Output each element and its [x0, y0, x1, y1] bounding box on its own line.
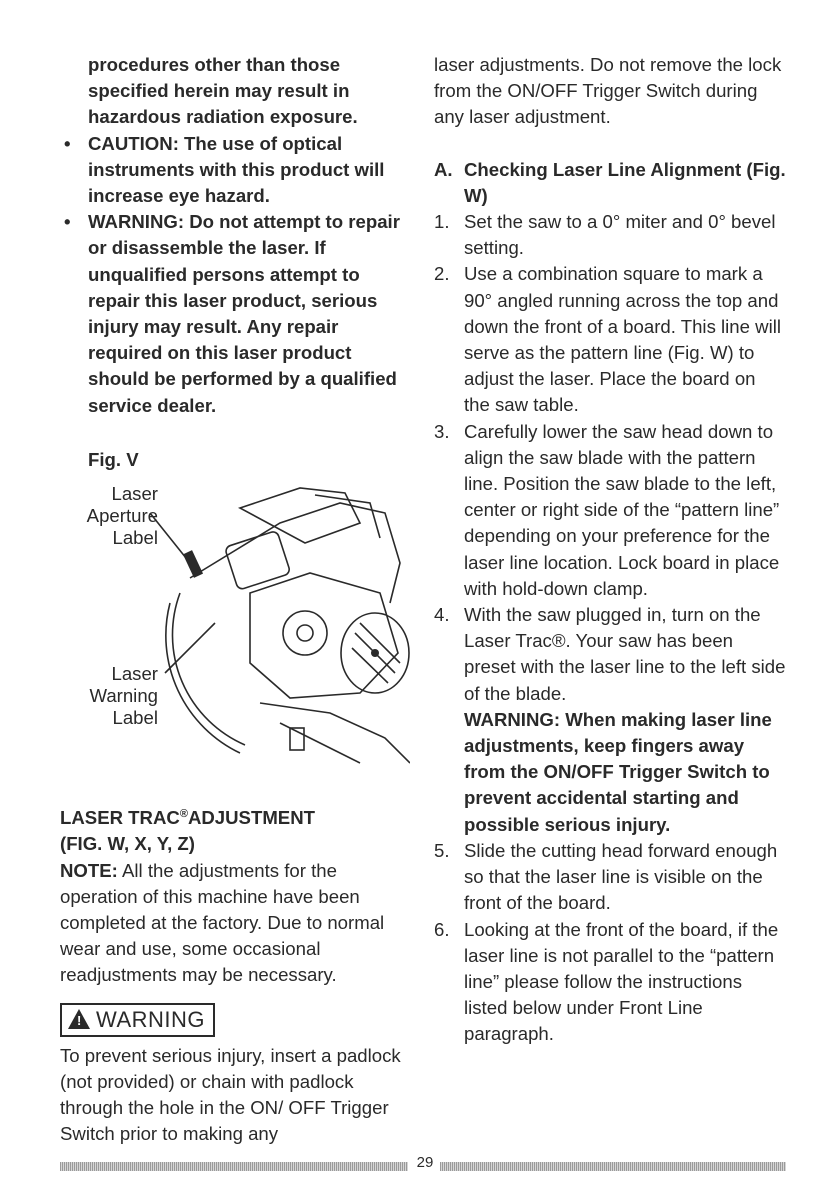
- list-item: 4. With the saw plugged in, turn on the Laser Trac®. Your saw has been preset with the laser line to the left side of the blade. WARNING: When making laser line adjustments, keep fingers away from the ON/OFF Trigger Switch to prevent accidental starting and possible serious injury.: [434, 602, 786, 838]
- steps-list: [434, 209, 786, 1048]
- note-text: All the adjustments for the operation of this machine have been completed at the factory. Due to normal wear and use, some occasional readjustments may be necessary.: [60, 859, 385, 986]
- left-column: [60, 52, 412, 1147]
- laser-aperture-callout: Laser Aperture Label: [86, 483, 158, 549]
- section-heading-figs: (FIG. W, X, Y, Z): [60, 833, 195, 855]
- continued-warning: procedures other than those specified herein may result in hazardous radiation exposure.: [88, 54, 358, 128]
- figure-label: Fig. V: [88, 448, 139, 470]
- list-item: 6. Looking at the front of the board, if the laser line is not parallel to the “pattern line” please follow the instructions listed below under Front Line paragraph.: [434, 918, 779, 1045]
- right-column: [434, 52, 786, 1048]
- caution-bullet: [64, 131, 412, 210]
- warning-text: To prevent serious injury, insert a padlock (not provided) or chain with padlock through the hole in the ON/ OFF Trigger Switch prior to making any: [60, 1044, 401, 1145]
- note-paragraph: [60, 858, 412, 989]
- footer-rule-left: [60, 1162, 408, 1171]
- step-warning: WARNING: When making laser line adjustments, keep fingers away from the ON/OFF Trigger Switch to prevent accidental starting and possible serious injury.: [464, 708, 772, 835]
- caution-text: CAUTION: The use of optical instruments with this product will increase eye hazard.: [88, 132, 385, 207]
- warning-box: [60, 1003, 215, 1037]
- laser-warning-text: WARNING: Do not attempt to repair or disassemble the laser. If unqualified persons attempt to repair this laser product, serious injury may result. Any repair required on this laser product should be performed by a qualified service dealer.: [88, 211, 400, 416]
- laser-warning-callout: Laser Warning Label: [89, 663, 158, 729]
- bullet-icon: •: [64, 211, 71, 233]
- section-letter: A.: [434, 158, 453, 180]
- footer-rule-right: [440, 1162, 786, 1171]
- bullet-icon: •: [64, 132, 71, 154]
- list-item: 1. Set the saw to a 0° miter and 0° bevel setting.: [434, 211, 776, 259]
- warning-box-label: WARNING: [96, 1006, 206, 1032]
- list-item: 5. Slide the cutting head forward enough so that the laser line is visible on the front of the board.: [434, 839, 778, 914]
- note-label: NOTE:: [60, 859, 118, 881]
- figure-v: [60, 483, 412, 783]
- list-item: 2. Use a combination square to mark a 90° angled running across the top and down the front of a board. This line will serve as the pattern line (Fig. W) to adjust the laser. Place the board on the saw table.: [434, 263, 781, 416]
- page-number: 29: [416, 1154, 434, 1171]
- laser-warning-bullet: [64, 209, 412, 419]
- miter-saw-illustration: [130, 483, 410, 773]
- page-footer: [60, 1154, 786, 1172]
- warning-triangle-icon: !: [68, 1009, 90, 1029]
- section-heading: LASER TRAC®ADJUSTMENT: [60, 807, 315, 829]
- list-item: 3. Carefully lower the saw head down to align the saw blade with the pattern line. Position the saw blade to the left, center or right side of the “pattern line” depending on your preference for the laser line location. Lock board in place with hold-down clamp.: [434, 420, 780, 599]
- continued-text: laser adjustments. Do not remove the lock from the ON/OFF Trigger Switch during any laser adjustment.: [434, 54, 782, 128]
- section-title-text: Checking Laser Line Alignment (Fig. W): [464, 158, 786, 206]
- section-a-title: [434, 157, 786, 209]
